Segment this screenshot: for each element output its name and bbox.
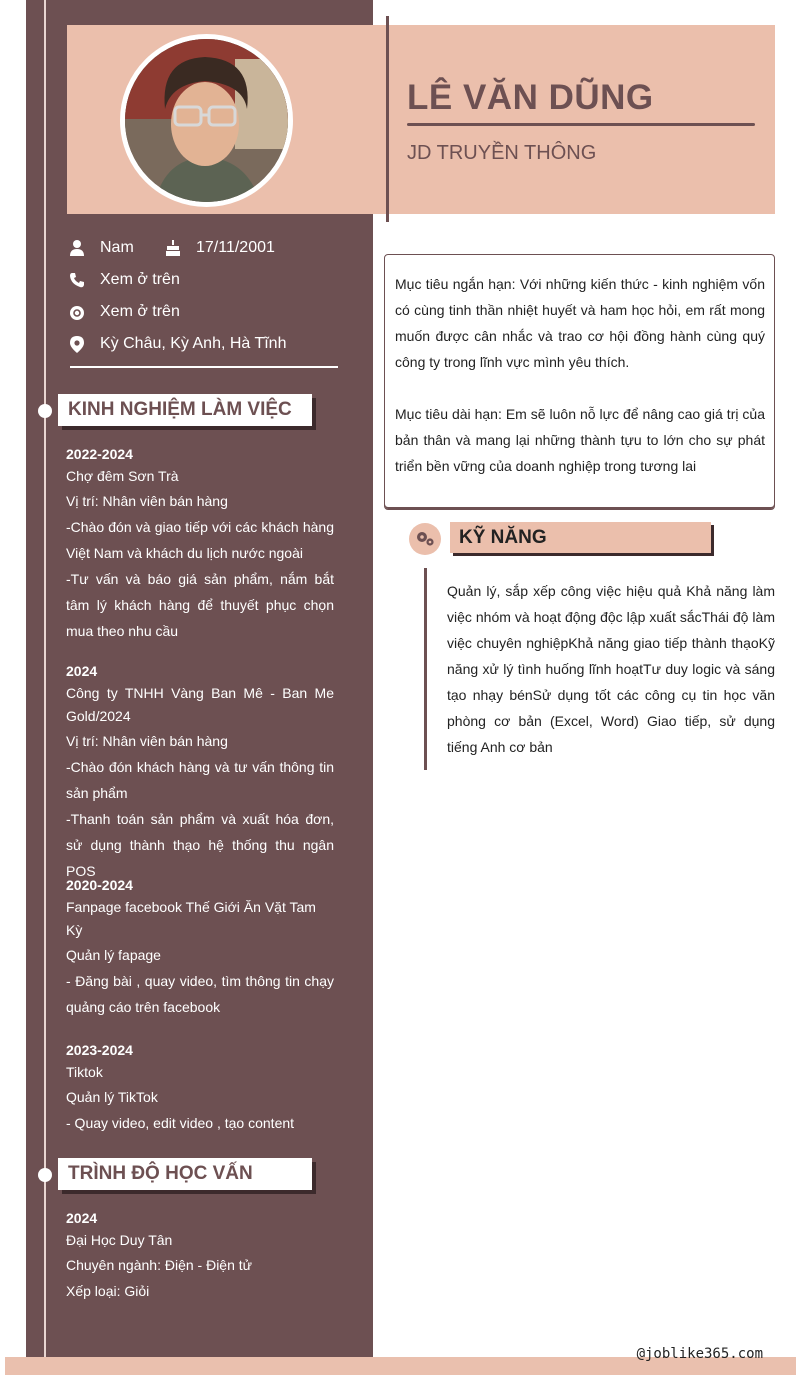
watermark: @joblike365.com [636, 1346, 763, 1362]
education-grade: Xếp loại: Giỏi [66, 1283, 150, 1299]
experience-desc: -Thanh toán sản phẩm và xuất hóa đơn, sử dụng thành thạo hệ thống thu ngân POS [66, 811, 334, 879]
experience-item [66, 661, 334, 884]
email-icon [68, 303, 86, 321]
experience-item [66, 1040, 334, 1136]
avatar-photo [125, 39, 288, 202]
name-underline [407, 123, 755, 126]
contact-row-personal [68, 239, 275, 257]
job-title: JD TRUYỀN THÔNG [407, 142, 597, 164]
experience-years: 2020-2024 [66, 877, 133, 893]
experience-company: Công ty TNHH Vàng Ban Mê - Ban Me Gold/2024 [66, 685, 334, 724]
experience-desc: - Đăng bài , quay video, tìm thông tin chạy quảng cáo trên facebook [66, 973, 334, 1015]
experience-desc: -Chào đón khách hàng và tư vấn thông tin sản phẩm [66, 759, 334, 801]
experience-desc: -Chào đón và giao tiếp với các khách hàng Việt Nam và khách du lịch nước ngoài [66, 519, 334, 561]
long-term-objective: Mục tiêu dài hạn: Em sẽ luôn nỗ lực để nâng cao giá trị của bản thân và mang lại những thành tựu to lớn cho sự phát triển bền vững của doanh nghiệp trong tương lai [395, 406, 765, 474]
education-major: Chuyên ngành: Điện - Điện tử [66, 1257, 253, 1273]
cake-icon [164, 239, 182, 257]
phone-value: Xem ở trên [100, 271, 180, 288]
experience-company: Tiktok [66, 1064, 103, 1080]
contact-row-phone [68, 271, 180, 289]
experience-company: Chợ đêm Sơn Trà [66, 468, 179, 484]
user-icon [68, 239, 86, 257]
gender-value: Nam [100, 239, 134, 256]
experience-position: Quản lý fapage [66, 947, 161, 963]
birthday-value: 17/11/2001 [196, 239, 275, 256]
career-objectives [384, 254, 775, 510]
short-term-objective: Mục tiêu ngắn hạn: Với những kiến thức - kinh nghiệm vốn có cùng tinh thần nhiệt huyết và ham học hỏi, em rất mong muốn được cân nhắc và trao cơ hội đồng hành cùng quý công ty trong lĩnh vực mình yêu thích. [395, 276, 765, 370]
phone-icon [68, 271, 86, 289]
gears-icon [409, 523, 441, 555]
email-value: Xem ở trên [100, 303, 180, 320]
contact-row-address [68, 335, 286, 353]
education-item [66, 1208, 334, 1303]
avatar [120, 34, 293, 207]
experience-item [66, 444, 334, 644]
skills-accent-bar [424, 568, 427, 770]
location-icon [68, 335, 86, 353]
experience-desc: -Tư vấn và báo giá sản phẩm, nắm bắt tâm lý khách hàng để thuyết phục chọn mua theo nhu cầu [66, 571, 334, 639]
experience-company: Fanpage facebook Thế Giới Ăn Vặt Tam Kỳ [66, 899, 316, 938]
experience-desc: - Quay video, edit video , tạo content [66, 1115, 295, 1131]
experience-position: Vị trí: Nhân viên bán hàng [66, 493, 228, 509]
address-value: Kỳ Châu, Kỳ Anh, Hà Tĩnh [100, 335, 287, 352]
candidate-name: LÊ VĂN DŨNG [407, 78, 654, 117]
contact-divider [70, 366, 338, 368]
experience-heading: KINH NGHIỆM LÀM VIỆC [58, 394, 312, 426]
experience-years: 2022-2024 [66, 446, 133, 462]
experience-years: 2024 [66, 663, 98, 679]
skills-heading: KỸ NĂNG [450, 522, 711, 553]
experience-years: 2023-2024 [66, 1042, 133, 1058]
experience-item [66, 875, 334, 1020]
skills-text: Quản lý, sắp xếp công việc hiệu quả Khả năng làm việc nhóm và hoạt động độc lập xuất sắcThái độ làm việc chuyên nghiệpKhả năng giao tiếp thành thạoKỹ năng xử lý tình huống lĩnh hoạtTư duy logic và sáng tạo nhạy bénSử dụng tốt các công cụ tin học văn phòng cơ bản (Excel, Word) Giao tiếp, sử dụng tiếng Anh cơ bản [447, 583, 775, 755]
education-years: 2024 [66, 1210, 98, 1226]
timeline-dot [38, 404, 52, 418]
education-school: Đại Học Duy Tân [66, 1232, 173, 1248]
header-divider [386, 16, 389, 222]
experience-position: Quản lý TikTok [66, 1089, 158, 1105]
timeline-dot [38, 1168, 52, 1182]
contact-row-email [68, 303, 180, 321]
education-heading: TRÌNH ĐỘ HỌC VẤN [58, 1158, 312, 1190]
experience-position: Vị trí: Nhân viên bán hàng [66, 733, 228, 749]
